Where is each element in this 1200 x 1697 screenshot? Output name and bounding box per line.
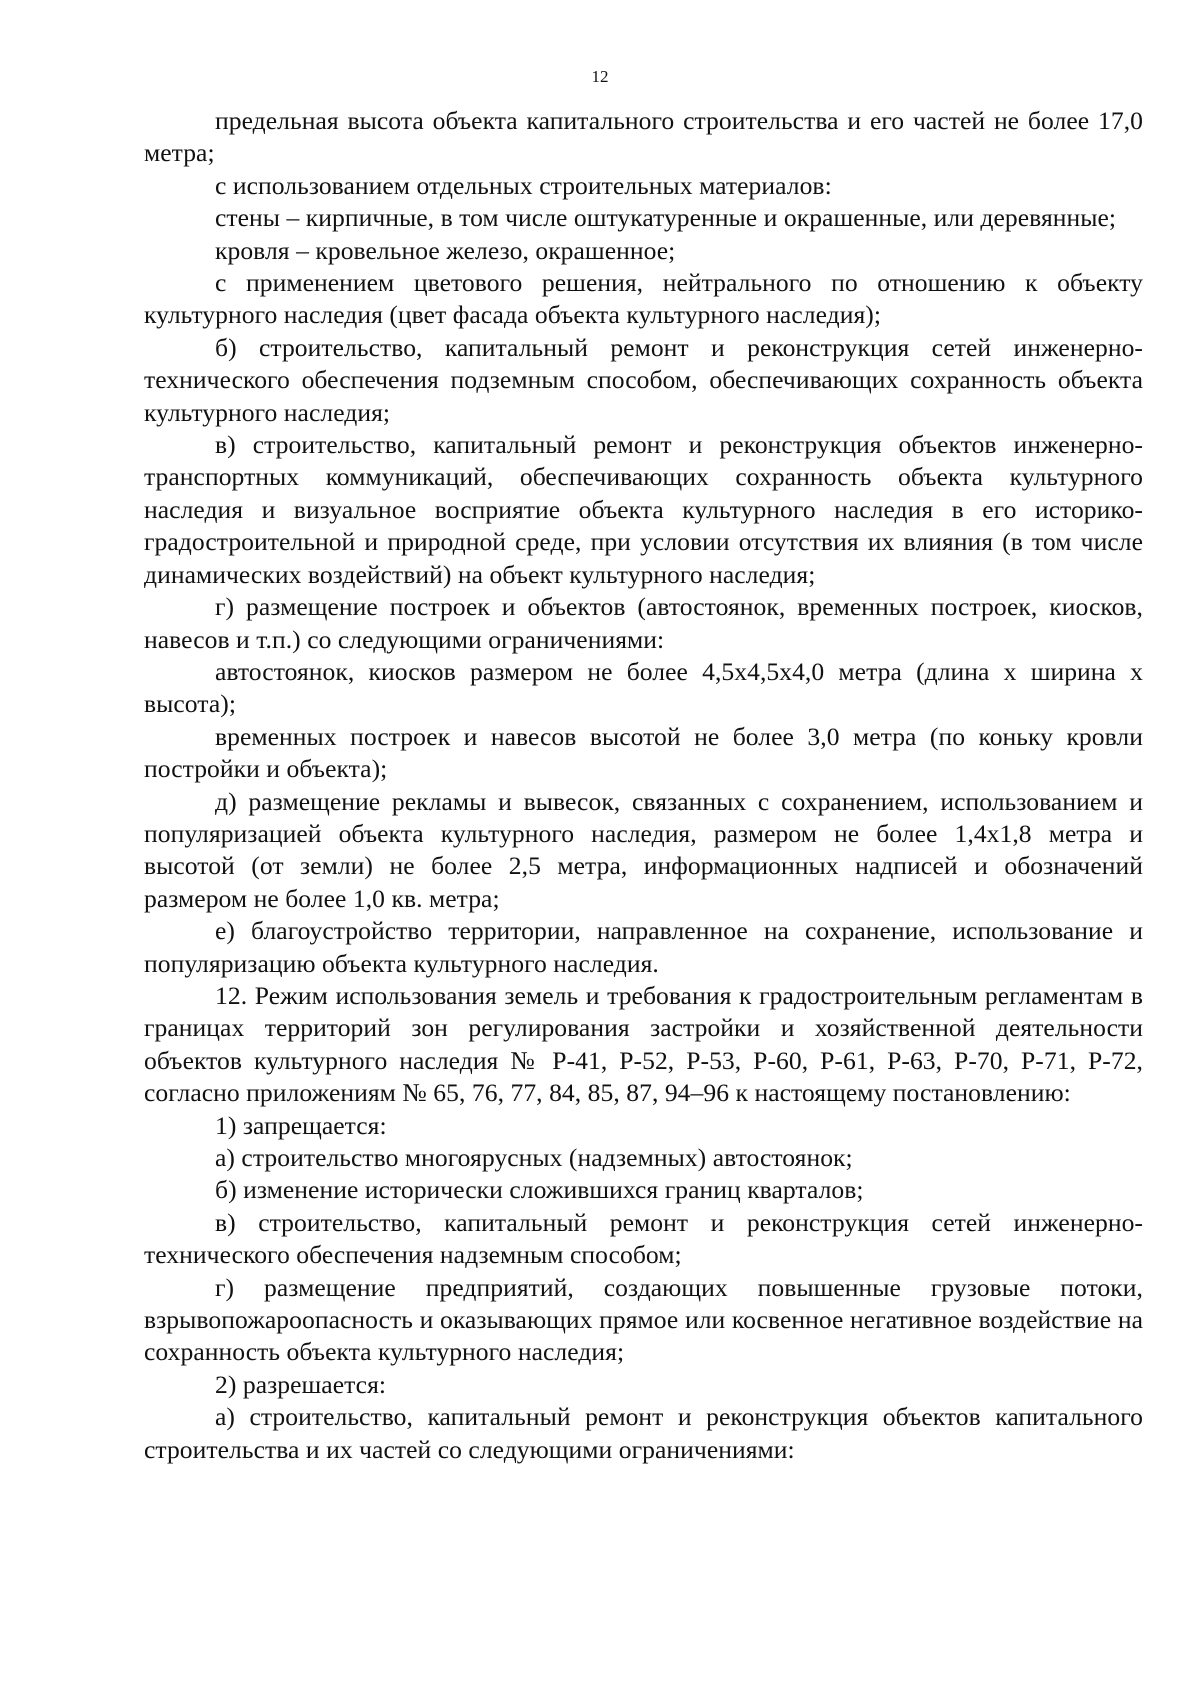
paragraph: автостоянок, киосков размером не более 4,5х4,5х4,0 метра (длина х ширина х высота); — [144, 656, 1143, 719]
paragraph: а) строительство многоярусных (надземных) автостоянок; — [215, 1143, 853, 1172]
paragraph: в) строительство, капитальный ремонт и реконструкция объектов инженерно-транспортных коммуникаций, обеспечивающих сохранность объекта культурного наследия и визуальное восприятие объекта культурного наследия в его историко-градостроительной и природной среде, при условии отсутствия их влияния (в том числе динамических воздействий) на объект культурного наследия; — [144, 430, 1143, 589]
paragraph: б) изменение исторически сложившихся границ кварталов; — [215, 1175, 864, 1205]
paragraph: в) строительство, капитальный ремонт и реконструкция сетей инженерно-технического обеспечения надземным способом; — [144, 1207, 1143, 1270]
paragraph: е) благоустройство территории, направленное на сохранение, использование и популяризацию объекта культурного наследия. — [144, 916, 1143, 978]
paragraph: с применением цветового решения, нейтрального по отношению к объекту культурного наследия (цвет фасада объекта культурного наследия); — [144, 268, 1143, 330]
paragraph: 1) запрещается: — [215, 1110, 387, 1140]
paragraph: временных построек и навесов высотой не более 3,0 метра (по коньку кровли постройки и объекта); — [144, 721, 1143, 784]
paragraph: 12. Режим использования земель и требования к градостроительным регламентам в границах территорий зон регулирования застройки и хозяйственной деятельности объектов культурного наследия № Р-41, Р-52, Р-53, Р-60, Р-61, Р-63, Р-70, Р-71, Р-72, согласно приложениям № 65, 76, 77, 84, 85, 87, 94–96 к настоящему постановлению: — [144, 980, 1143, 1108]
paragraph: стены – кирпичные, в том числе оштукатуренные и окрашенные, или деревянные; — [215, 203, 1117, 233]
paragraph: предельная высота объекта капитального строительства и его частей не более 17,0 метра; — [144, 106, 1143, 168]
paragraph: с использованием отдельных строительных материалов: — [215, 170, 832, 200]
paragraph: б) строительство, капитальный ремонт и реконструкция сетей инженерно-технического обеспечения подземным способом, обеспечивающих сохранность объекта культурного наследия; — [144, 332, 1143, 427]
paragraph: г) размещение построек и объектов (автостоянок, временных построек, киосков, навесов и т.п.) со следующими ограничениями: — [144, 592, 1143, 654]
page-number: 12 — [591, 67, 609, 86]
paragraph: кровля – кровельное железо, окрашенное; — [215, 235, 676, 265]
paragraph: г) размещение предприятий, создающих повышенные грузовые потоки, взрывопожароопасность и оказывающих прямое или косвенное негативное воздействие на сохранность объекта культурного наследия; — [144, 1272, 1143, 1367]
paragraph: а) строительство, капитальный ремонт и реконструкция объектов капитального строительства и их частей со следующими ограничениями: — [144, 1402, 1143, 1464]
document-body — [144, 105, 1143, 1466]
paragraph: 2) разрешается: — [215, 1369, 387, 1399]
paragraph: д) размещение рекламы и вывесок, связанных с сохранением, использованием и популяризацией объекта культурного наследия, размером не более 1,4х1,8 метра и высотой (от земли) не более 2,5 метра, информационных надписей и обозначений размером не более 1,0 кв. метра; — [144, 786, 1143, 913]
